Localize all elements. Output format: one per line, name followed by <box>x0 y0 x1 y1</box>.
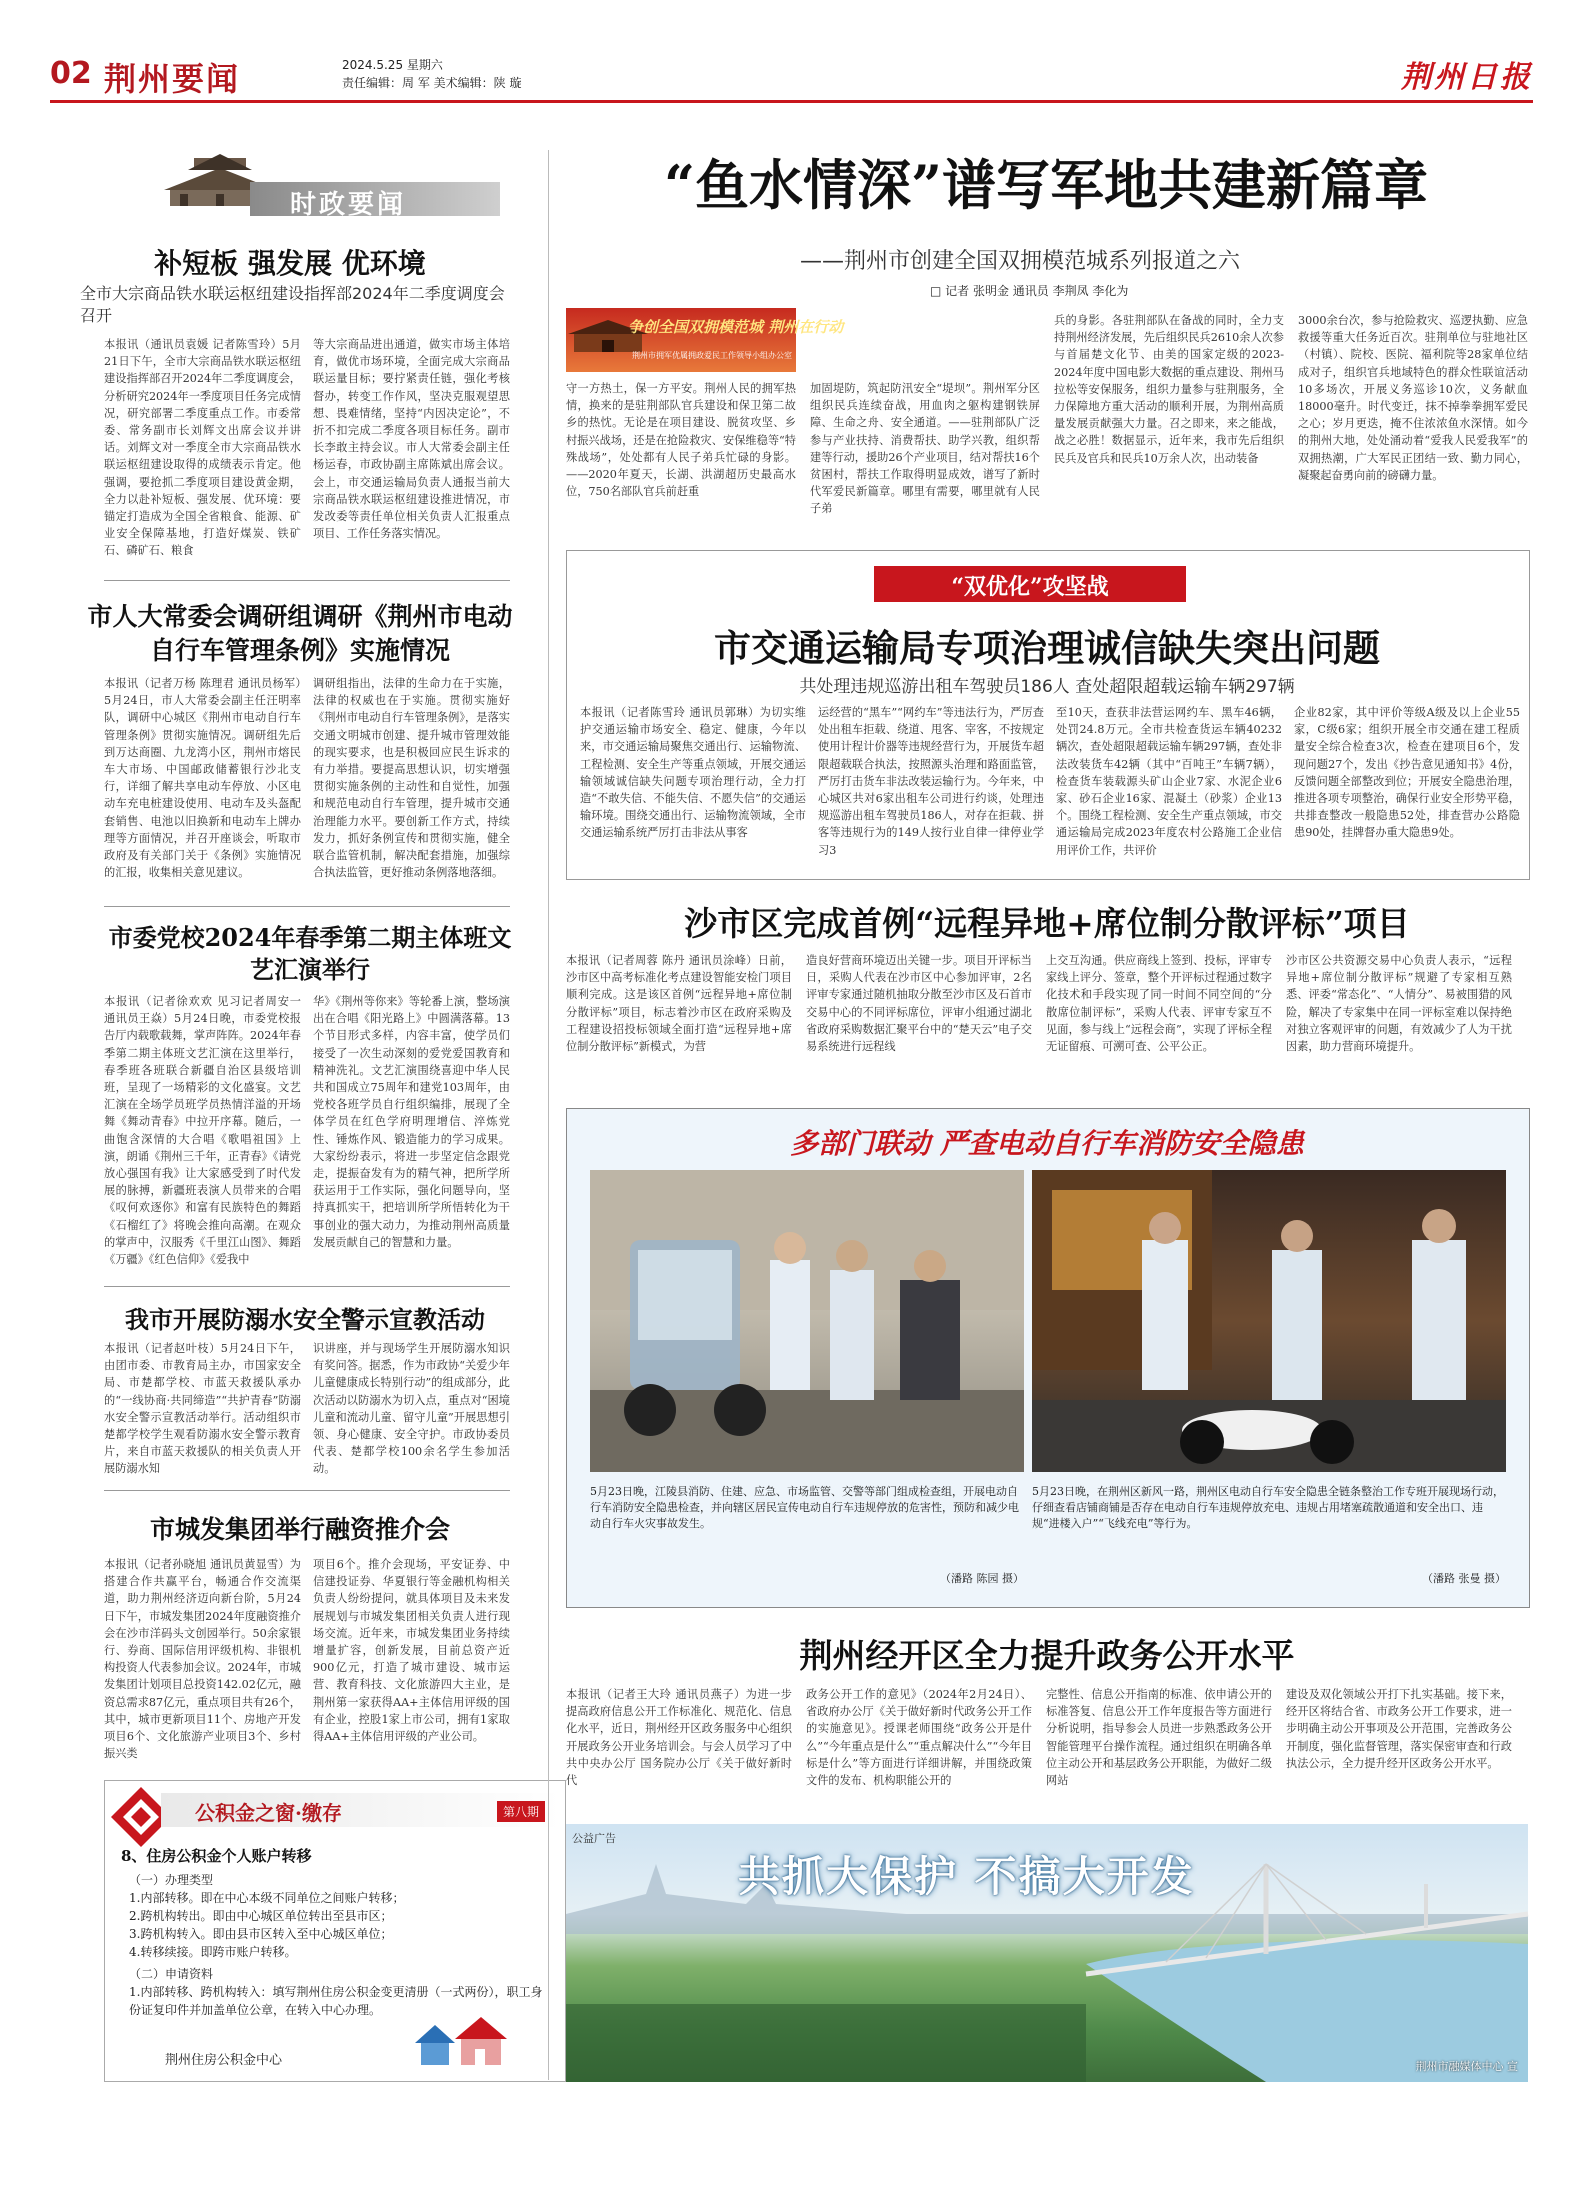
story-a-body-col2: 等大宗商品进出通道，做实市场主体培育，做优市场环境，全面完成大宗商品联运量目标；要拧紧责任链，强化考核督办，转变工作作风，坚决克服观望思想、畏难情绪，坚持“内因决定论”，不折不扣完成二季度各项目标任务。副市长李敢主持会议。市人大常委会副主任杨运春，市政协副主席陈斌出席会议。会上，市交通运输局负责人通报当前大宗商品铁水联运枢纽建设推进情况，市发改委等责任单位相关负责人汇报重点项目、工作任务落实情况。 <box>313 338 510 541</box>
story-b-title: 市人大常委会调研组调研《荆州市电动自行车管理条例》实施情况 <box>87 602 513 665</box>
photo-left <box>590 1170 1024 1472</box>
issue-date: 2024.5.25 星期六 <box>342 58 443 72</box>
main-body-col3: 兵的身影。各驻荆部队在备战的同时，全力支持荆州经济发展，先后组织民兵2610余人次参与首届楚文化节、由美的国家定级的2023-2024年度中国电影大数据的重点建设、荆州马拉松等安保服务，组织力量参与驻荆服务，全力保障地方重大活动的顺利开展，为荆州高质量发展贡献强大力量。召之即来，来之能战，战之必胜！数据显示，近年来，我市先后组织民兵及官兵和民兵10万余人次，出动装备 <box>1054 314 1284 465</box>
story-a-body-col1: 本报讯（通讯员袁媛 记者陈雪玲）5月21日下午，全市大宗商品铁水联运枢纽建设指挥部召开2024年二季度调度会，分析研究2024年一季度项目任务完成情况，研究部署二季度重点工作。市委常委、常务副市长刘辉文出席会议并讲话。刘辉文对一季度全市大宗商品铁水联运枢纽建设取得的成绩表示肯定。他强调，要抢抓二季度项目建设黄金期，全力以赴补短板、强发展、优环境：要锚定打造成为全国全省粮食、能源、矿业安全保障基地，打造好煤炭、铁矿石、磷矿石、粮食 <box>104 338 301 558</box>
main-byline: □ 记者 张明金 通讯员 李荆凤 李化为 <box>930 284 1129 298</box>
houses-illustration-icon <box>405 2013 525 2069</box>
public-ad <box>566 1824 1528 2082</box>
page-header <box>50 52 1533 100</box>
section-name: 荆州要闻 <box>104 60 241 98</box>
story-h-body-col3: 完整性、信息公开指南的标准、依申请公开的标准答复、信息公开工作年度报告等方面进行分析说明，指导参会人员进一步熟悉政务公开智能管理平台操作流程。通过组织在明确各单位主动公开和基层政务公开职能，为做好二级网站 <box>1046 1688 1272 1788</box>
fund-item: 1.内部转移。即在中心本级不同单位之间账户转移； <box>129 1891 405 1905</box>
story-g-body-col4: 沙市区公共资源交易中心负责人表示，“远程异地+席位制分散评标”规避了专家相互熟悉、评委“常态化”、“人情分”、易被围猎的风险，解决了专家集中在同一评标室难以保持绝对独立客观评审的问题，有效减少了人为干扰因素，助力营商环境提升。 <box>1286 954 1512 1054</box>
story-h-body-col2: 政务公开工作的意见》（2024年2月24日）、省政府办公厅《关于做好新时代政务公开工作的实施意见》。授课老师围绕“政务公开是什么”“今年重点是什么”“重点解决什么”“今年目标是什么”等方面进行详细讲解，并围绕政策文件的发布、机构职能公开的 <box>806 1688 1032 1788</box>
header-rule <box>50 100 1533 103</box>
fund-heading: 8、住房公积金个人账户转移 <box>121 1847 312 1865</box>
story-f-body-col4: 企业82家，其中评价等级A级及以上企业55家，C级6家；组织开展全市交通在建工程质量安全综合检查3次，检查在建项目6个，发现问题27个，发出《抄告意见通知书》4份，反馈问题全部整改到位；开展安全隐患治理，推进各项专项整治，确保行业安全形势平稳，共排查整改一般隐患52处，排查营办公路隐患90处，挂牌督办重大隐患9处。 <box>1294 706 1520 840</box>
section-banner <box>160 172 500 224</box>
story-d-body-col2: 识讲座，并与现场学生开展防溺水知识有奖问答。据悉，作为市政协“关爱少年儿童健康成长特别行动”的组成部分，此次活动以防溺水为切入点，重点对“困境儿童和流动儿童、留守儿童”开展思想引领、身心健康、安全守护。市政协委员代表、楚都学校100余名学生参加活动。 <box>313 1342 510 1476</box>
story-e-title: 市城发集团举行融资推介会 <box>149 1515 450 1544</box>
story-h-title: 荆州经开区全力提升政务公开水平 <box>799 1636 1295 1675</box>
fund-item: 1.内部转移、跨机构转入：填写荆州住房公积金变更清册（一式两份），职工身份证复印件并加盖单位公章，在转入中心办理。 <box>129 1985 543 2017</box>
story-e-body-col2: 项目6个。推介会现场，平安证券、中信建投证券、华夏银行等金融机构相关负责人纷纷提问，就具体项目及未来发展规划与市城发集团相关负责人进行现场交流。近年来，市城发集团业务持续增量扩容，创新发展，目前总资产近900亿元，打造了城市建设、城市运营、教育科技、文化旅游四大主业，是荆州第一家获得AA+主体信用评级的国有企业，控股1家上市公司，拥有1家取得AA+主体信用评级的产业公司。 <box>313 1558 510 1744</box>
story-f-body-col2: 运经营的“黑车”“网约车”等违法行为，严厉查处出租车拒载、绕道、甩客、宰客，不按规定使用计程计价器等违规经营行为，开展货车超限超载联合执法，按照源头治理和路面监管，严厉打击货车非法改装运输行为。今年来，中心城区共对6家出租车公司进行约谈，处理违规巡游出租车驾驶员186人，对存在拒载、拼客等违规行为的149人按行业自律一律停业学习3 <box>818 706 1044 857</box>
page-number: 02 <box>50 56 92 91</box>
fund-title: 公积金之窗·缴存 <box>195 1801 342 1825</box>
photo-feature-title: 多部门联动 严查电动自行车消防安全隐患 <box>790 1127 1304 1160</box>
campaign-banner-sub: 荆州市拥军优属拥政爱民工作领导小组办公室 <box>632 351 792 360</box>
story-f-body-col1: 本报讯（记者陈雪玲 通讯员郭琳）为切实维护交通运输市场安全、稳定、健康，今年以来，市交通运输局聚焦交通出行、运输物流、工程检测、安全生产等重点领域，开展交通运输领域诚信缺失问题专项治理行动，全力打造“不敢失信、不能失信、不愿失信”的交通运输环境。围绕交通出行、运输物流领域，全市交通运输系统严厉打击非法从事客 <box>580 706 806 840</box>
main-body-col1: 守一方热土，保一方平安。荆州人民的拥军热情，换来的是驻荆部队官兵建设和保卫第二故乡的热忱。无论是在项目建设、脱贫攻坚、乡村振兴战场，还是在抢险救灾、安保维稳等“特殊战场”，处处都有人民子弟兵忙碌的身影。——2020年夏天，长湖、洪湖超历史最高水位，750名部队官兵前赶重 <box>566 382 796 499</box>
newspaper-logo: 荆州日报 <box>1401 60 1533 95</box>
campaign-banner-text: 争创全国双拥模范城 荆州在行动 <box>628 318 844 336</box>
fund-item: 2.跨机构转出。即由中心城区单位转出至县市区； <box>129 1909 393 1923</box>
story-d-body-col1: 本报讯（记者赵叶枝）5月24日下午，由团市委、市教育局主办，市国家安全局、市楚都学校、市蓝天救援队承办的“一线协商·共同缔造”“共护青春”防溺水安全警示宣教活动举行。活动组织市楚都学校学生观看防溺水安全警示教育片，来自市蓝天救援队的相关负责人开展防溺水知 <box>104 1342 301 1476</box>
divider <box>104 1490 510 1491</box>
fund-issue-badge: 第八期 <box>497 1801 545 1822</box>
main-headline: “鱼水情深”谱写军地共建新篇章 <box>663 153 1429 217</box>
housing-fund-box <box>104 1780 566 2082</box>
divider <box>104 1286 510 1287</box>
story-f-title: 市交通运输局专项治理诚信缺失突出问题 <box>714 626 1380 670</box>
column-separator <box>548 150 549 2080</box>
divider <box>104 580 510 581</box>
banner-label: 时政要闻 <box>290 190 407 220</box>
story-g-body-col2: 造良好营商环境迈出关键一步。项目开评标当日，采购人代表在沙市区中心参加评审，2名评审专家通过随机抽取分散至沙市区及石首市交易中心的不同评标席位，评审小组通过湖北省政府采购数据汇聚平台中的“楚天云”电子交易系统进行远程线 <box>806 954 1032 1054</box>
story-f-kicker: “双优化”攻坚战 <box>951 574 1109 600</box>
main-body-col4: 3000余台次，参与抢险救灾、巡逻执勤、应急救援等重大任务近百次。驻荆单位与驻地社区（村镇）、院校、医院、福利院等28家单位结成对子，组织官兵地域特色的群众性联谊活动10多场次，开展义务巡诊10次，义务献血18000毫升。时代变迁，抹不掉拳拳拥军爱民之心；岁月更迭，掩不住浓浓鱼水深情。如今的荆州大地，处处涌动着“爱我人民爱我军”的双拥热潮，广大军民正团结一致、勤力同心，凝聚起奋勇向前的磅礴力量。 <box>1298 314 1528 482</box>
story-g-title: 沙市区完成首例“远程异地+席位制分散评标”项目 <box>684 904 1410 943</box>
story-f-subtitle: 共处理违规巡游出租车驾驶员186人 查处超限超载运输车辆297辆 <box>799 677 1295 697</box>
fund-item: 4.转移续接。即跨市账户转移。 <box>129 1945 297 1959</box>
photo-caption-left: 5月23日晚，江陵县消防、住建、应急、市场监管、交警等部门组成检查组，开展电动自行车消防安全隐患检查，并向辖区居民宣传电动自行车违规停放的危害性，预防和减少电动自行车火灾事故发生。 <box>590 1485 1019 1530</box>
story-b-body-col2: 调研组指出，法律的生命力在于实施，法律的权威也在于实施。贯彻实施好《荆州市电动自行车管理条例》，是落实交通文明城市创建、提升城市管理效能的现实要求，也是积极回应民生诉求的有力举措。要提高思想认识，切实增强贯彻实施条例的主动性和自觉性，加强和规范电动自行车管理，提升城市交通治理能力水平。要创新工作方式，持续发力，抓好条例宣传和贯彻实施，健全联合监管机制，解决配套措施，加强综合执法监管，更好推动条例落地落细。 <box>313 677 510 880</box>
main-body-col2: 加固堤防，筑起防汛安全“堤坝”。荆州军分区组织民兵连续奋战，用血肉之躯构建钢铁屏障、生命之舟、安全通道。——驻荆部队广泛参与产业扶持、消费帮扶、助学兴教，组织帮建等行动，援助26个产业项目，结对帮扶16个贫困村，帮扶工作取得明显成效，谱写了新时代军爱民新篇章。哪里有需要，哪里就有人民子弟 <box>810 382 1040 516</box>
story-d-title: 我市开展防溺水安全警示宣教活动 <box>125 1305 485 1334</box>
story-c-body-col1: 本报讯（记者徐欢欢 见习记者周安一 通讯员王焱）5月24日晚，市委党校报告厅内载歌载舞，掌声阵阵。2024年春季第二期主体班文艺汇演在这里举行，春季班各班联合新疆自治区县级培训班，呈现了一场精彩的文化盛宴。文艺汇演在全场学员班学员热情洋溢的开场舞《舞动青春》中拉开序幕。随后，一曲饱含深情的大合唱《歌唱祖国》上演，朗诵《荆州三千年，正青春》《请党放心强国有我》让大家感受到了时代发展的脉搏，新疆班表演人员带来的合唱《叹何欢逐你》和富有民族特色的舞蹈《石榴红了》将晚会推向高潮。在观众的掌声中，汉服秀《千里江山图》、舞蹈《万疆》《红色信仰》《爱我中 <box>104 995 301 1267</box>
shop-inspection-scene-icon <box>1032 1170 1506 1472</box>
editors-credit: 责任编辑：周 军 美术编辑：陕 璇 <box>342 76 522 90</box>
story-b-body-col1: 本报讯（记者万杨 陈理君 通讯员杨军）5月24日，市人大常委会副主任汪明率队，调研中心城区《荆州市电动自行车管理条例》贯彻实施情况。调研组先后到万达商圈、九龙湾小区，荆州市熔民车大市场、中国邮政储蓄银行沙北支行，详细了解共享电动车停放、小区电动车充电桩建设使用、电动车及头盔配套销售、电池以旧换新和电动车上牌办理等方面情况，并召开座谈会，听取市政府及有关部门关于《条例》实施情况的汇报，收集相关意见建议。 <box>104 677 301 880</box>
story-e-body-col1: 本报讯（记者孙晓旭 通讯员黄显雪）为搭建合作共赢平台，畅通合作交流渠道，助力荆州经济迈向新台阶，5月24日下午，市城发集团2024年度融资推介会在沙市洋码头文创园举行。50余家银行、券商、国际信用评级机构、非银机构投资人代表参加会议。2024年，市城发集团计划项目总投资142.02亿元，融资总需求87亿元，重点项目共有26个，其中，城市更新项目11个、房地产开发项目6个、文化旅游产业项目3个、乡村振兴类 <box>104 1558 301 1761</box>
main-subheadline: ——荆州市创建全国双拥模范城系列报道之六 <box>800 249 1241 274</box>
photo-credit-right: （潘路 张曼 摄） <box>1422 1572 1506 1585</box>
story-a-subtitle: 全市大宗商品铁水联运枢纽建设指挥部2024年二季度调度会召开 <box>80 284 505 325</box>
fund-item: 3.跨机构转入。即由县市区转入至中心城区单位； <box>129 1927 393 1941</box>
ad-label: 公益广告 <box>572 1832 616 1845</box>
story-g-body-col3: 上交互沟通。供应商线上签到、投标，评审专家线上评分、签章，整个开评标过程通过数字化技术和手段实现了同一时间不同空间的“分散席位制评标”，采购人代表、评审专家互不见面，参与线上“远程会商”，实现了评标全程无证留痕、可溯可查、公平公正。 <box>1046 954 1272 1054</box>
story-f-body-col3: 至10天，查获非法营运网约车、黑车46辆，处罚24.8万元。全市共检查货运车辆40232辆次，查处超限超载运输车辆297辆，查处非法改装货车42辆（其中“百吨王”车辆7辆），检查货车装载源头矿山企业7家、水泥企业6家、砂石企业16家、混凝土（砂浆）企业13个。围绕工程检测、安全生产重点领域，市交通运输局完成2023年度农村公路施工企业信用评价工作，共评价 <box>1056 706 1282 857</box>
divider <box>104 906 510 907</box>
story-h-body-col1: 本报讯（记者王大玲 通讯员燕子）为进一步提高政府信息公开工作标准化、规范化、信息化水平，近日，荆州经开区政务服务中心组织开展政务公开业务培训会。与会人员学习了中共中央办公厅 国务院办公厅《关于做好新时代 <box>566 1688 792 1788</box>
photo-caption-right: 5月23日晚，在荆州区新风一路，荆州区电动自行车安全隐患全链条整治工作专班开展现场行动，仔细查看店铺商铺是否存在电动自行车违规停放充电、违规占用堵塞疏散通道和安全出口、违规“进楼入户”“飞线充电”等行为。 <box>1032 1485 1504 1530</box>
fund-section-1: （一）办理类型 <box>129 1873 214 1887</box>
story-a-title: 补短板 强发展 优环境 <box>154 247 426 280</box>
campaign-banner <box>566 308 844 372</box>
fund-list-1 <box>129 1889 549 1961</box>
photo-right <box>1032 1170 1506 1472</box>
story-c-body-col2: 华》《荆州等你来》等轮番上演，整场演出在合唱《阳光路上》中圆满落幕。13个节目形式多样，内容丰富，使学员们接受了一次生动深刻的爱党爱国教育和精神洗礼。文艺汇演围绕喜迎中华人民共和国成立75周年和建党103周年，由党校各班学员自行组织编排，展现了全体学员在红色学府明理增信、淬炼党性、锤炼作风、锻造能力的学习成果。大家纷纷表示，将进一步坚定信念跟党走，提振奋发有为的精气神，把所学所获运用于工作实际，强化问题导向，坚持真抓实干，把培训所学所悟转化为干事创业的强大动力，为推动荆州高质量发展贡献自己的智慧和力量。 <box>313 995 510 1249</box>
scooter-inspection-scene-icon <box>590 1170 1024 1472</box>
ad-footer: 荆州市融媒体中心 宣 <box>1415 2060 1518 2073</box>
story-g-body-col1: 本报讯（记者周蓉 陈丹 通讯员涂峰）日前，沙市区中高考标准化考点建设智能安检门项目顺利完成。这是该区首例“远程异地+席位制分散评标”项目，标志着沙市区在政府采购及工程建设招投标领域全面打造“远程异地+席位制分散评标”新模式，为营 <box>566 954 792 1054</box>
photo-credit-left: （潘路 陈园 摄） <box>940 1572 1024 1585</box>
story-c-title: 市委党校2024年春季第二期主体班文艺汇演举行 <box>108 923 512 984</box>
fund-section-2: （二）申请资料 <box>129 1967 214 1981</box>
story-h-body-col4: 建设及双化领域公开打下扎实基础。接下来，经开区将结合省、市政务公开工作要求，进一步明确主动公开事项及公开范围，完善政务公开制度，强化监督管理，落实保密审查和行政执法公示，全力提升经开区政务公开水平。 <box>1286 1688 1512 1770</box>
ad-slogan: 共抓大保护 不搞大开发 <box>738 1852 1195 1901</box>
fund-footer: 荆州住房公积金中心 <box>165 2053 283 2068</box>
